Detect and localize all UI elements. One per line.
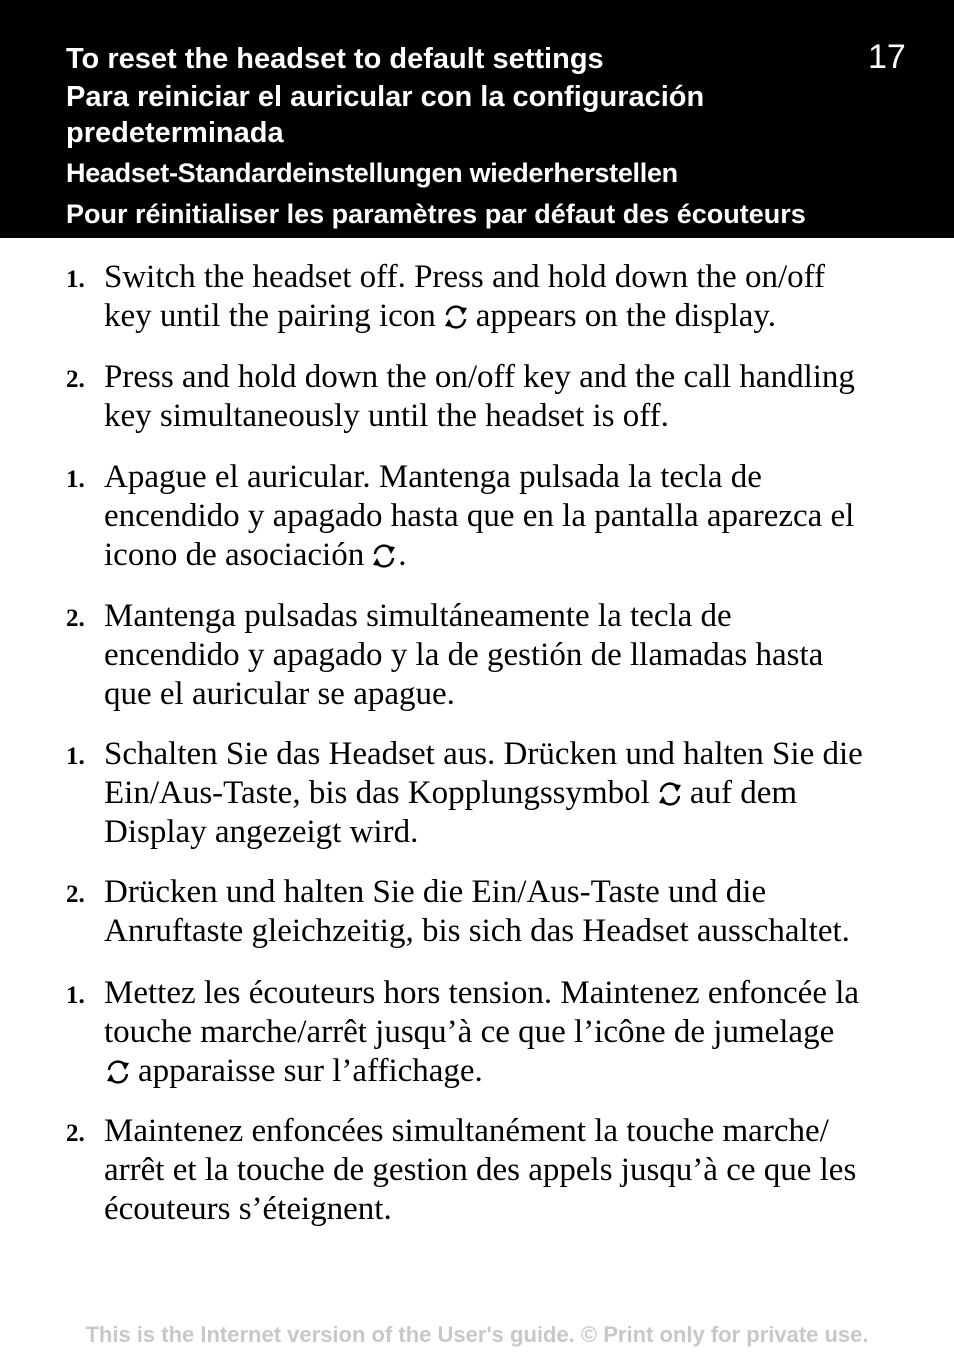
- step-text-line: Press and hold down the on/off key and the call handling: [104, 359, 855, 395]
- step-number: 2.: [66, 1120, 85, 1147]
- header-title-es-line2: predeterminada: [66, 117, 284, 149]
- step-number: 2.: [66, 366, 85, 393]
- header-title-en: To reset the headset to default settings: [66, 43, 604, 75]
- step-text-line: [104, 1052, 483, 1091]
- footer-notice: This is the Internet version of the User's guide. © Print only for private use.: [85, 1322, 869, 1347]
- header-title-es-line1: Para reiniciar el auricular con la configuración: [66, 81, 705, 113]
- step-number: 2.: [66, 605, 85, 632]
- step-text-line: key simultaneously until the headset is off.: [104, 398, 669, 434]
- step-text-before-icon: key until the pairing icon: [104, 298, 436, 334]
- step-text-line: encendido y apagado hasta que en la pantalla aparezca el: [104, 498, 855, 534]
- page-header: [0, 0, 954, 238]
- step-text-line: Display angezeigt wird.: [104, 814, 419, 850]
- step-text-line: Drücken und halten Sie die Ein/Aus-Taste und die: [104, 874, 767, 910]
- step-text-line: arrêt et la touche de gestion des appels jusqu’à ce que les: [104, 1152, 857, 1188]
- step-number: 1.: [66, 266, 85, 293]
- step-text-line: Anruftaste gleichzeitig, bis sich das Headset ausschaltet.: [104, 913, 850, 949]
- step-text-line: touche marche/arrêt jusqu’à ce que l’icône de jumelage: [104, 1014, 835, 1050]
- pairing-icon: [442, 302, 470, 332]
- step-text-line: Switch the headset off. Press and hold down the on/off: [104, 259, 826, 295]
- step-text-after-icon: auf dem: [689, 775, 798, 811]
- step-text-before-icon: Ein/Aus-Taste, bis das Kopplungssymbol: [104, 775, 650, 811]
- step-number: 1.: [66, 982, 85, 1009]
- step-text-after-icon: appears on the display.: [475, 298, 777, 334]
- step-text-line: [104, 774, 797, 813]
- pairing-icon: [104, 1057, 132, 1087]
- step-text-after-icon: .: [398, 537, 407, 573]
- step-text-line: écouteurs s’éteignent.: [104, 1191, 392, 1227]
- header-title-fr: Pour réinitialiser les paramètres par défaut des écouteurs: [66, 199, 806, 229]
- step-number: 2.: [66, 881, 85, 908]
- page-number: 17: [868, 38, 906, 76]
- step-text-line: que el auricular se apague.: [104, 676, 455, 712]
- step-text-line: Maintenez enfoncées simultanément la touche marche/: [104, 1113, 829, 1149]
- step-text-line: [104, 536, 406, 575]
- step-number: 1.: [66, 466, 85, 493]
- step-text-line: Apague el auricular. Mantenga pulsada la tecla de: [104, 459, 762, 495]
- pairing-icon: [656, 779, 684, 809]
- step-number: 1.: [66, 743, 85, 770]
- step-text-before-icon: icono de asociación: [104, 537, 365, 573]
- header-title-de: Headset-Standardeinstellungen wiederherstellen: [66, 158, 678, 188]
- step-text-after-icon: apparaisse sur l’affichage.: [138, 1053, 483, 1089]
- step-text-line: [104, 297, 776, 336]
- step-text-line: encendido y apagado y la de gestión de llamadas hasta: [104, 637, 824, 673]
- pairing-icon: [370, 541, 398, 571]
- step-text-line: Schalten Sie das Headset aus. Drücken und halten Sie die: [104, 736, 863, 772]
- step-text-line: Mantenga pulsadas simultáneamente la tecla de: [104, 598, 732, 634]
- step-text-line: Mettez les écouteurs hors tension. Maintenez enfoncée la: [104, 975, 860, 1011]
